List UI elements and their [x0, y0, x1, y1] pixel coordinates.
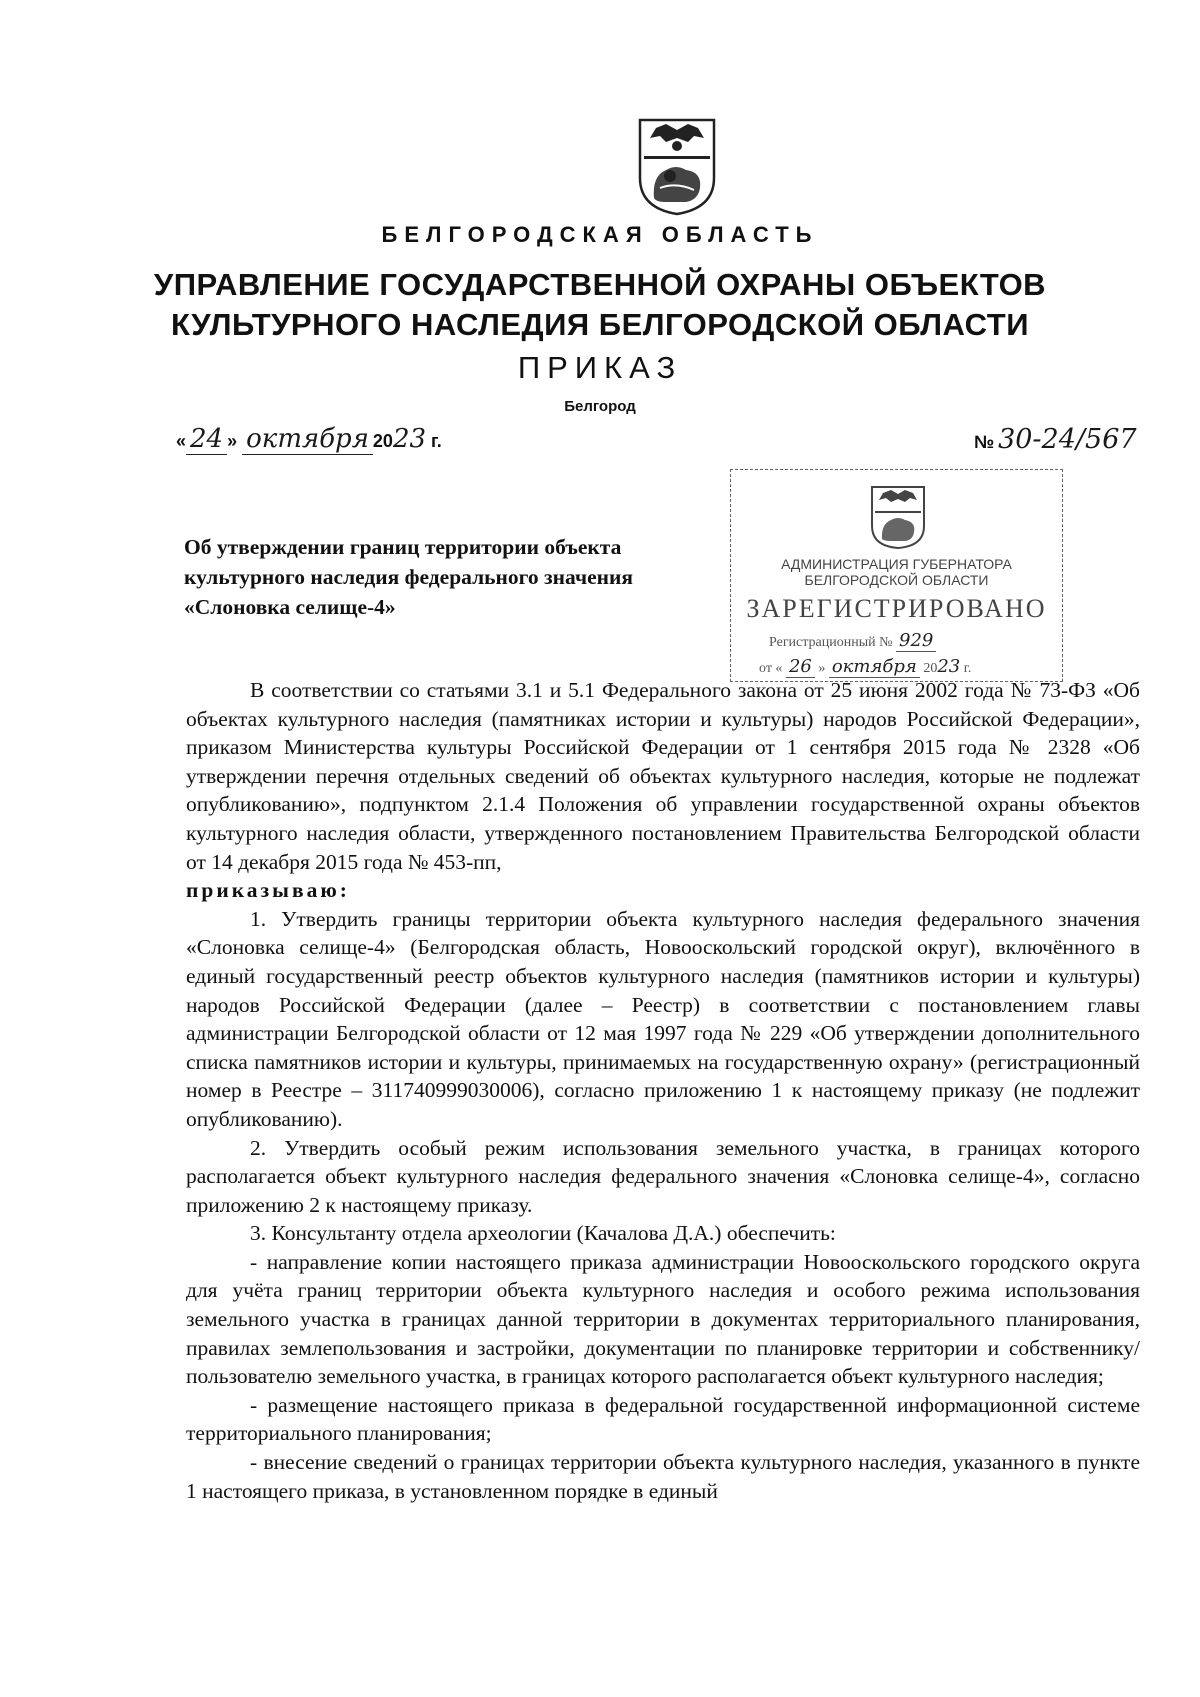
stamp-registered: ЗАРЕГИСТРИРОВАНО [746, 594, 1047, 623]
stamp-year-unit: г. [960, 661, 972, 676]
preamble-paragraph [186, 676, 1140, 876]
order-number [974, 424, 1141, 455]
coat-of-arms-icon [636, 116, 718, 216]
date-year-prefix: 20 [372, 431, 393, 451]
city-label: Белгород [564, 398, 636, 415]
date-month: октября [242, 424, 373, 455]
stamp-month: октября [829, 656, 920, 678]
orders-word: приказываю: [186, 878, 350, 903]
date-close-quote: » [227, 431, 238, 451]
agency-title [0, 265, 1200, 345]
order-number-value: 30-24/567 [998, 424, 1137, 455]
date-year-suffix: 23 [392, 424, 427, 454]
item-3-c: - внесение сведений о границах территории объекта культурного наследия, указанного в пункте 1 настоящего приказа, в установленном порядке в единый [186, 1450, 1140, 1503]
stamp-admin-line2: БЕЛГОРОДСКОЙ ОБЛАСТИ [804, 572, 989, 588]
registration-stamp [730, 469, 1063, 682]
region-title: БЕЛГОРОДСКАЯ ОБЛАСТЬ [381, 222, 819, 247]
stamp-date-prefix: от « [759, 661, 783, 676]
stamp-admin-line1: АДМИНИСТРАЦИЯ ГУБЕРНАТОРА [781, 556, 1012, 572]
stamp-close-quote: » [818, 661, 826, 676]
date-day: 24 [186, 424, 227, 455]
stamp-date-line [759, 656, 971, 677]
stamp-reg-number: 929 [896, 630, 936, 652]
item-1: 1. Утвердить границы территории объекта культурного наследия федерального значения «Слоновка селище-4» (Белгородская область, Новооскольский городской округ), включённого в единый государственный реестр объектов культурного наследия (памятников истории и культуры) народов Российской Федерации (далее – Реестр) в соответствии с постановлением главы администрации Белгородской области от 12 мая 1997 года № 229 «Об утверждении дополнительного списка памятников истории и культуры, принимаемых на государственную охрану» (регистрационный номер в Реестре – 311740999030006), согласно приложению 1 к настоящему приказу (не подлежит опубликованию). [186, 906, 1140, 1131]
order-number-prefix: № [974, 432, 995, 452]
stamp-day: 26 [786, 656, 815, 678]
stamp-year-suffix: 23 [937, 656, 961, 677]
order-subject: Об утверждении границ территории объекта культурного наследия федерального значения «Слоновка селище-4» [184, 535, 634, 619]
date-year-unit: г. [426, 431, 442, 451]
item-3: 3. Консультанту отдела археологии (Качалова Д.А.) обеспечить: [250, 1221, 836, 1246]
item-3-a: - направление копии настоящего приказа администрации Новооскольского городского округа для учёта границ территории объекта культурного наследия и особого режима использования земельного участка в границах данной территории в документах территориального планирования, правилах землепользования и застройки, документации по планировке территории и собственнику/пользователю земельного участка, в границах которого располагается объект культурного наследия; [186, 1249, 1140, 1389]
item-3-b: - размещение настоящего приказа в федеральной государственной информационной системе территориального планирования; [186, 1392, 1140, 1446]
preamble-text: В соответствии со статьями 3.1 и 5.1 Федерального закона от 25 июня 2002 года № 73-ФЗ «Об объектах культурного наследия (памятниках истории и культуры) народов Российской Федерации», приказом Министерства культуры Российской Федерации от 1 сентября 2015 года № 2328 «Об утверждении перечня отдельных сведений об объектах культурного наследия, которые не подлежат опубликованию», подпунктом 2.1.4 Положения об управлении государственной охраны объектов культурного наследия области, утвержденного постановлением Правительства Белгородской области от 14 декабря 2015 года № 453-пп, [186, 678, 1140, 874]
stamp-reg-number-line [769, 630, 936, 651]
date-open-quote: « [176, 431, 187, 451]
order-body [186, 676, 1140, 1505]
stamp-year-prefix: 20 [923, 661, 938, 676]
orders-paragraph [186, 876, 1140, 905]
agency-title-line1: УПРАВЛЕНИЕ ГОСУДАРСТВЕННОЙ ОХРАНЫ ОБЪЕКТОВ [153, 267, 1047, 302]
stamp-reg-label: Регистрационный № [769, 635, 893, 650]
document-type: ПРИКАЗ [517, 350, 683, 385]
stamp-admin-text [731, 556, 1062, 588]
stamp-coat-of-arms-icon [869, 484, 927, 550]
order-date [176, 424, 442, 454]
item-2: 2. Утвердить особый режим использования земельного участка, в границах которого располагается объект культурного наследия федерального значения «Слоновка селище-4», согласно приложению 2 к настоящему приказу. [186, 1135, 1140, 1217]
agency-title-line2: КУЛЬТУРНОГО НАСЛЕДИЯ БЕЛГОРОДСКОЙ ОБЛАСТИ [171, 307, 1029, 342]
